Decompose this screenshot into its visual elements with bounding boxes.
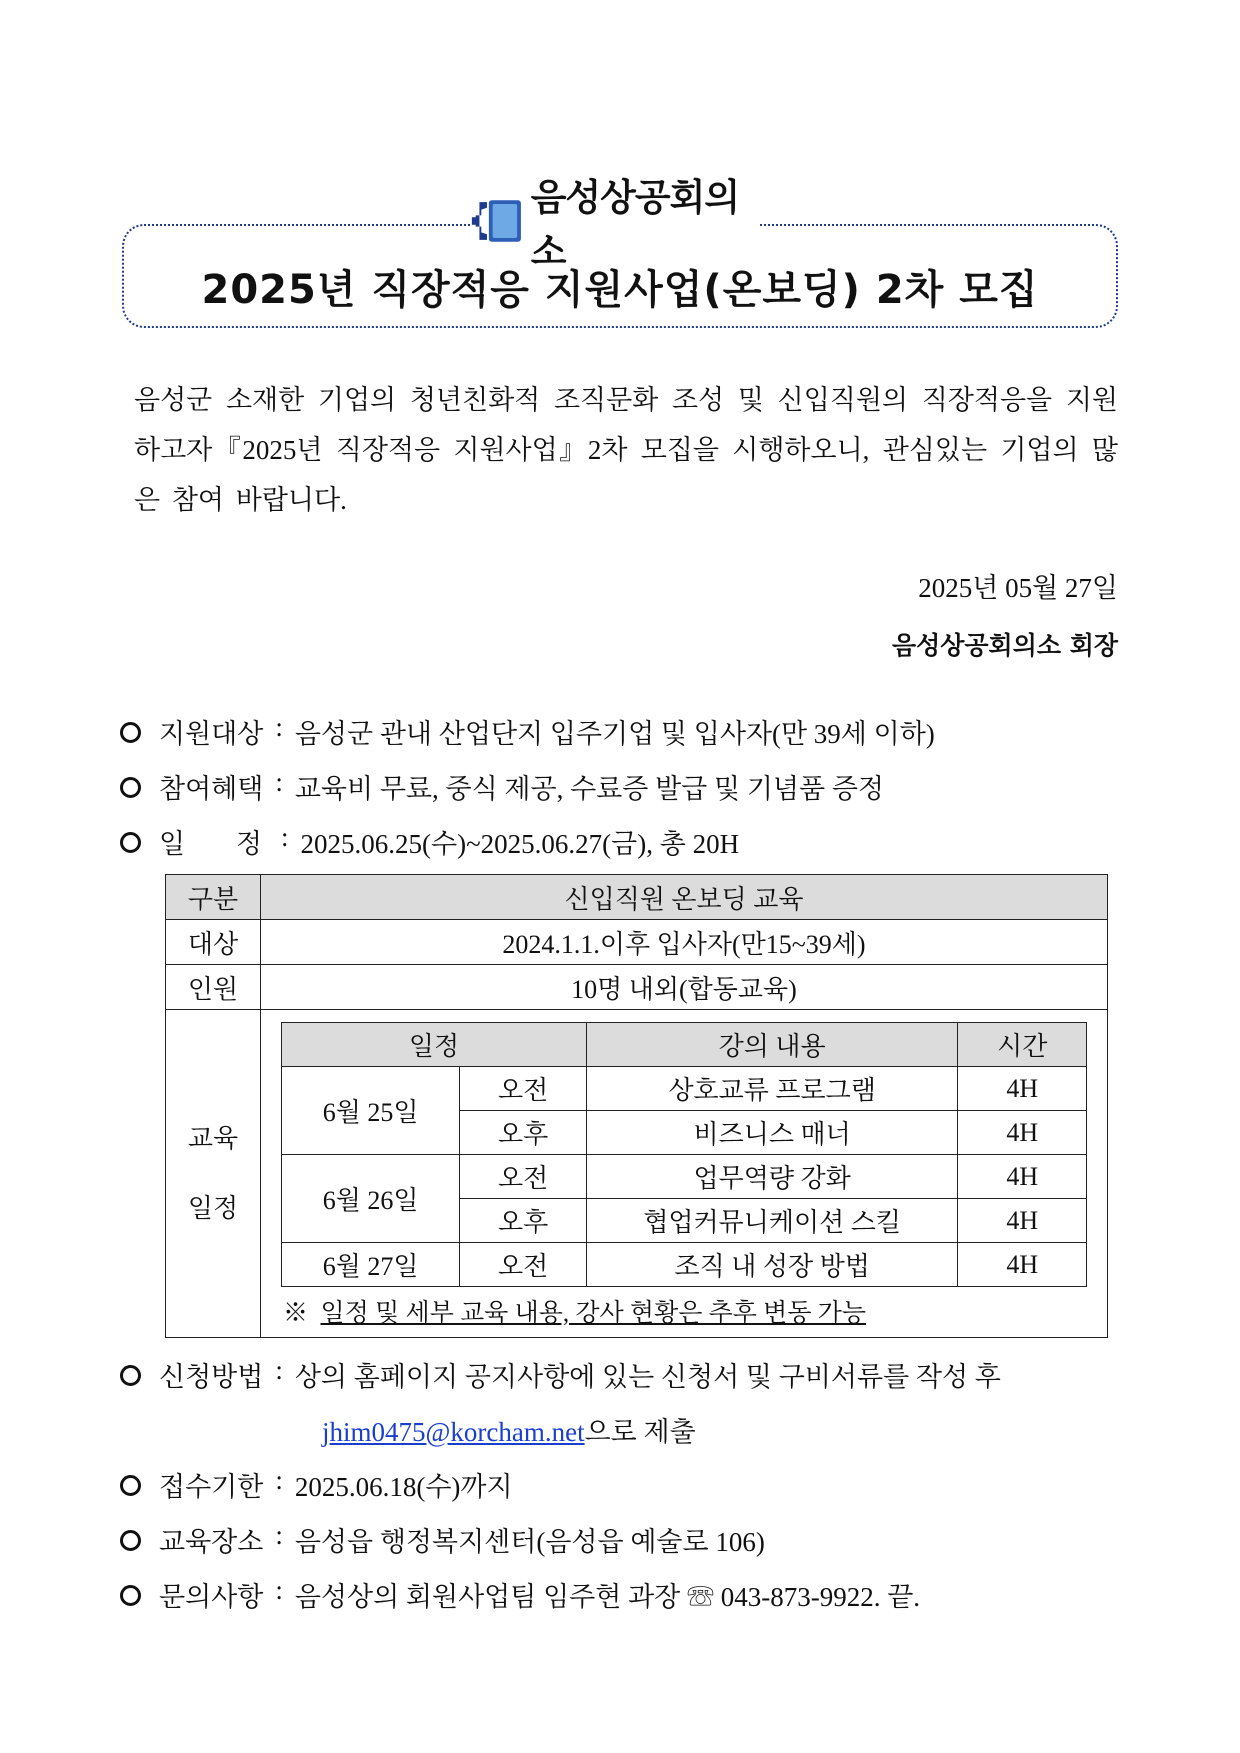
- circle-bullet-icon: [120, 1585, 141, 1606]
- row-label: 구분: [166, 875, 261, 920]
- row-label: 대상: [166, 920, 261, 965]
- item-label: 문의사항: [159, 1582, 264, 1612]
- email-suffix: 으로 제출: [584, 1417, 696, 1447]
- circle-bullet-icon: [120, 1475, 141, 1496]
- email-link[interactable]: jhim0475@korcham.net: [322, 1417, 585, 1447]
- item-label: 일 정: [159, 829, 262, 859]
- date-cell: 6월 25일: [282, 1067, 460, 1155]
- circle-bullet-icon: [120, 722, 141, 743]
- period-cell: 오전: [460, 1243, 587, 1287]
- circle-bullet-icon: [120, 1365, 141, 1386]
- content-cell: 상호교류 프로그램: [586, 1067, 958, 1111]
- content-cell: 비즈니스 매너: [586, 1111, 958, 1155]
- item-label: 참여혜택: [159, 774, 264, 804]
- date-cell: 6월 26일: [282, 1155, 460, 1243]
- period-cell: 오전: [460, 1155, 587, 1199]
- item-place: 교육장소 : 음성읍 행정복지센터(음성읍 예술로 106): [120, 1520, 765, 1559]
- row-value: 10명 내외(합동교육): [261, 965, 1108, 1010]
- schedule-label-cell: [166, 1010, 261, 1338]
- item-label: 지원대상: [159, 719, 264, 749]
- hours-cell: 4H: [958, 1111, 1087, 1155]
- table-row: [166, 875, 1108, 920]
- item-deadline: 접수기한 : 2025.06.18(수)까지: [120, 1465, 513, 1504]
- note-mark: ※: [283, 1300, 309, 1327]
- table-row: [282, 1243, 1087, 1287]
- page-title: 2025년 직장적응 지원사업(온보딩) 2차 모집: [201, 267, 1039, 313]
- table-row: [166, 965, 1108, 1010]
- overview-table: [165, 874, 1108, 1338]
- item-label: 접수기한: [159, 1472, 264, 1502]
- schedule-label-1: 교육: [187, 1123, 239, 1153]
- intro-paragraph: 음성군 소재한 기업의 청년친화적 조직문화 조성 및 신입직원의 직장적응을 지원하고자『2025년 직장적응 지원사업』2차 모집을 시행하오니, 관심있는 기업의 많은 참여 바랍니다.: [134, 385, 1118, 515]
- signer: 음성상공회의소 회장: [891, 631, 1118, 660]
- item-label: 신청방법: [159, 1362, 264, 1392]
- period-cell: 오전: [460, 1067, 587, 1111]
- item-value: 음성읍 행정복지센터(음성읍 예술로 106): [294, 1527, 765, 1557]
- schedule-note: [261, 1293, 1107, 1337]
- table-row: [166, 920, 1108, 965]
- item-value: 음성상의 회원사업팀 임주현 과장 ☏ 043-873-9922. 끝.: [294, 1582, 921, 1612]
- row-label: 인원: [166, 965, 261, 1010]
- row-value: 2024.1.1.이후 입사자(만15~39세): [261, 920, 1108, 965]
- logo: [470, 176, 760, 273]
- logo-text: 음성상공회의소: [530, 176, 740, 273]
- col-header: 시간: [958, 1023, 1087, 1067]
- item-target: 지원대상 : 음성군 관내 산업단지 입주기업 및 입사자(만 39세 이하): [120, 712, 935, 751]
- table-row: [282, 1067, 1087, 1111]
- content-cell: 협업커뮤니케이션 스킬: [586, 1199, 958, 1243]
- item-label: 교육장소: [159, 1527, 264, 1557]
- col-header: 강의 내용: [586, 1023, 958, 1067]
- table-row: [282, 1155, 1087, 1199]
- hours-cell: 4H: [958, 1243, 1087, 1287]
- schedule-cell: [261, 1010, 1108, 1338]
- item-apply: 신청방법 : 상의 홈페이지 공지사항에 있는 신청서 및 구비서류를 작성 후: [120, 1355, 1001, 1394]
- period-cell: 오후: [460, 1199, 587, 1243]
- email-line: [322, 1410, 696, 1449]
- note-text: 일정 및 세부 교육 내용, 강사 현황은 추후 변동 가능: [320, 1300, 867, 1327]
- gear-logo-icon: [470, 195, 525, 247]
- schedule-table: [281, 1022, 1087, 1287]
- item-schedule: 일 정 : 2025.06.25(수)~2025.06.27(금), 총 20H: [120, 822, 739, 861]
- content-cell: 조직 내 성장 방법: [586, 1243, 958, 1287]
- date-cell: 6월 27일: [282, 1243, 460, 1287]
- period-cell: 오후: [460, 1111, 587, 1155]
- content-cell: 업무역량 강화: [586, 1155, 958, 1199]
- circle-bullet-icon: [120, 832, 141, 853]
- item-value: 2025.06.18(수)까지: [294, 1472, 513, 1502]
- row-value: 신입직원 온보딩 교육: [261, 875, 1108, 920]
- schedule-label-2: 일정: [187, 1193, 239, 1223]
- item-value: 교육비 무료, 중식 제공, 수료증 발급 및 기념품 증정: [294, 774, 884, 804]
- issue-date: 2025년 05월 27일: [918, 573, 1118, 603]
- hours-cell: 4H: [958, 1067, 1087, 1111]
- col-header: 일정: [282, 1023, 587, 1067]
- item-value: 2025.06.25(수)~2025.06.27(금), 총 20H: [300, 829, 740, 859]
- item-contact: 문의사항 : 음성상의 회원사업팀 임주현 과장 ☏ 043-873-9922. 끝.: [120, 1575, 920, 1614]
- item-value: 상의 홈페이지 공지사항에 있는 신청서 및 구비서류를 작성 후: [294, 1362, 1001, 1392]
- schedule-header-row: [282, 1023, 1087, 1067]
- hours-cell: 4H: [958, 1199, 1087, 1243]
- item-benefit: 참여혜택 : 교육비 무료, 중식 제공, 수료증 발급 및 기념품 증정: [120, 767, 884, 806]
- table-row: [166, 1010, 1108, 1338]
- circle-bullet-icon: [120, 777, 141, 798]
- item-value: 음성군 관내 산업단지 입주기업 및 입사자(만 39세 이하): [294, 719, 935, 749]
- hours-cell: 4H: [958, 1155, 1087, 1199]
- circle-bullet-icon: [120, 1530, 141, 1551]
